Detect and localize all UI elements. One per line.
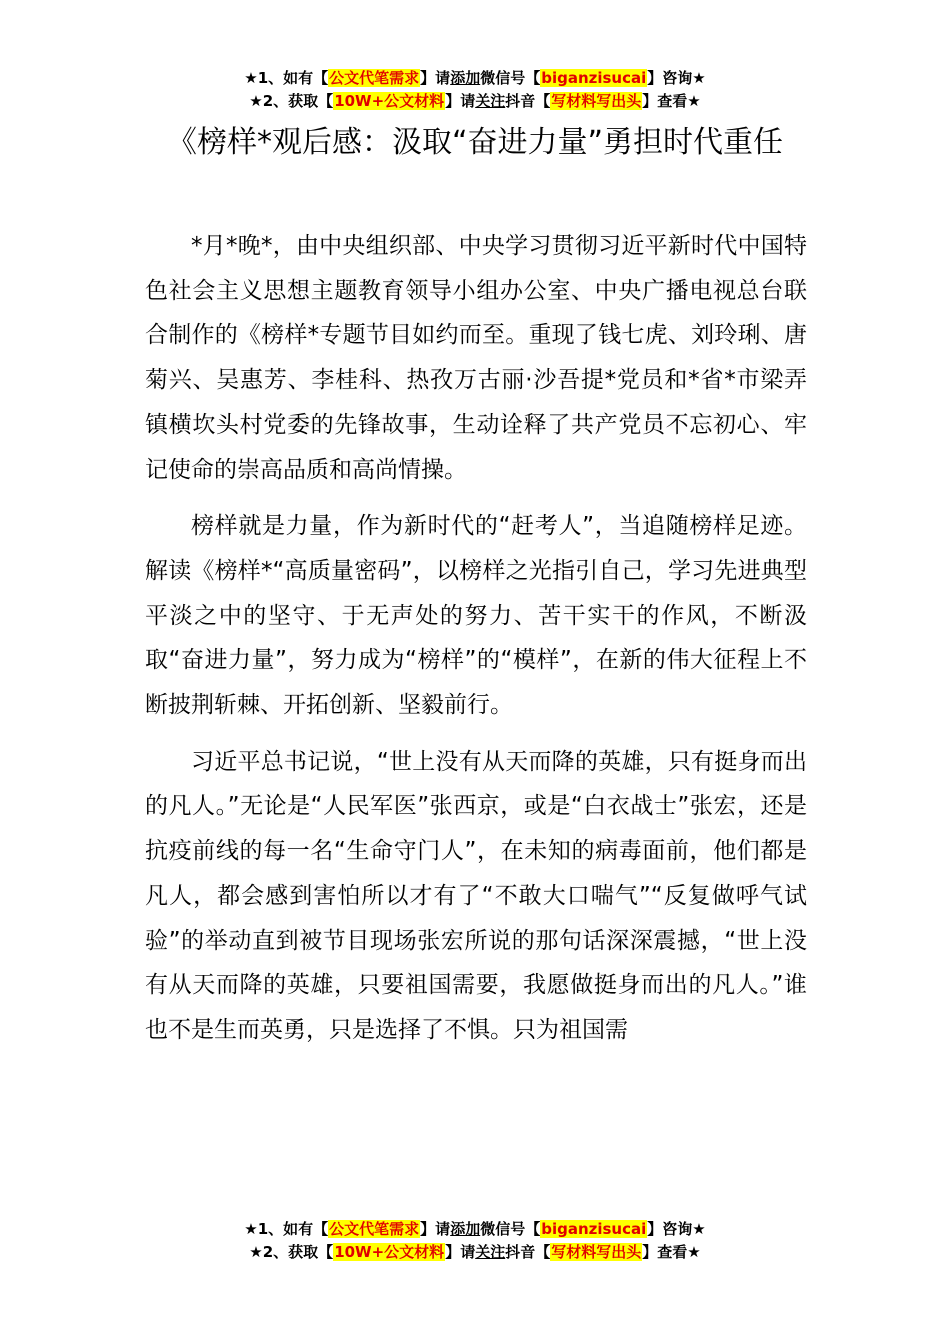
document-body [145,224,807,1053]
paragraph: 榜样就是力量，作为新时代的“赶考人”，当追随榜样足迹。解读《榜样*“高质量密码”，以榜样之光指引自己，学习先进典型平淡之中的坚守、于无声处的努力、苦干实干的作风，不断汲取“奋进力量”，努力成为“榜样”的“模样”，在新的伟大征程上不断披荆斩棘、开拓创新、坚毅前行。 [145,513,807,719]
footer-banner [0,1218,950,1264]
banner-line-2: ★2、获取【10W+公文材料】请关注抖音【写材料写出头】查看★ [249,1243,701,1261]
highlight-materials: 10W+公文材料 [334,92,445,110]
banner-line-2: ★2、获取【10W+公文材料】请关注抖音【写材料写出头】查看★ [249,92,701,110]
highlight-service: 公文代笔需求 [329,69,420,87]
highlight-materials: 10W+公文材料 [334,1243,445,1261]
paragraph: *月*晚*，由中央组织部、中央学习贯彻习近平新时代中国特色社会主义思想主题教育领导小组办公室、中央广播电视总台联合制作的《榜样*专题节目如约而至。重现了钱七虎、刘玲琍、唐菊兴、吴惠芳、李桂科、热孜万古丽·沙吾提*党员和*省*市梁弄镇横坎头村党委的先锋故事，生动诠释了共产党员不忘初心、牢记使命的崇高品质和高尚情操。 [145,233,807,483]
banner-line-1: ★1、如有【公文代笔需求】请添加微信号【biganzisucai】咨询★ [244,69,706,87]
highlight-douyin-account: 写材料写出头 [551,1243,642,1261]
highlight-douyin-account: 写材料写出头 [551,92,642,110]
highlight-wechat-id: biganzisucai [541,69,647,87]
highlight-wechat-id: biganzisucai [541,1220,647,1238]
paragraph: 习近平总书记说，“世上没有从天而降的英雄，只有挺身而出的凡人。”无论是“人民军医”张西京，或是“白衣战士”张宏，还是抗疫前线的每一名“生命守门人”，在未知的病毒面前，他们都是凡人，都会感到害怕所以才有了“不敢大口喘气”“反复做呼气试验”的举动直到被节目现场张宏所说的那句话深深震撼，“世上没有从天而降的英雄，只要祖国需要，我愿做挺身而出的凡人。”谁也不是生而英勇，只是选择了不惧。只为祖国需 [145,748,807,1043]
document-title: 《榜样*观后感：汲取“奋进力量”勇担时代重任 [166,125,784,160]
highlight-service: 公文代笔需求 [329,1220,420,1238]
banner-line-1: ★1、如有【公文代笔需求】请添加微信号【biganzisucai】咨询★ [244,1220,706,1238]
header-banner [0,67,950,113]
